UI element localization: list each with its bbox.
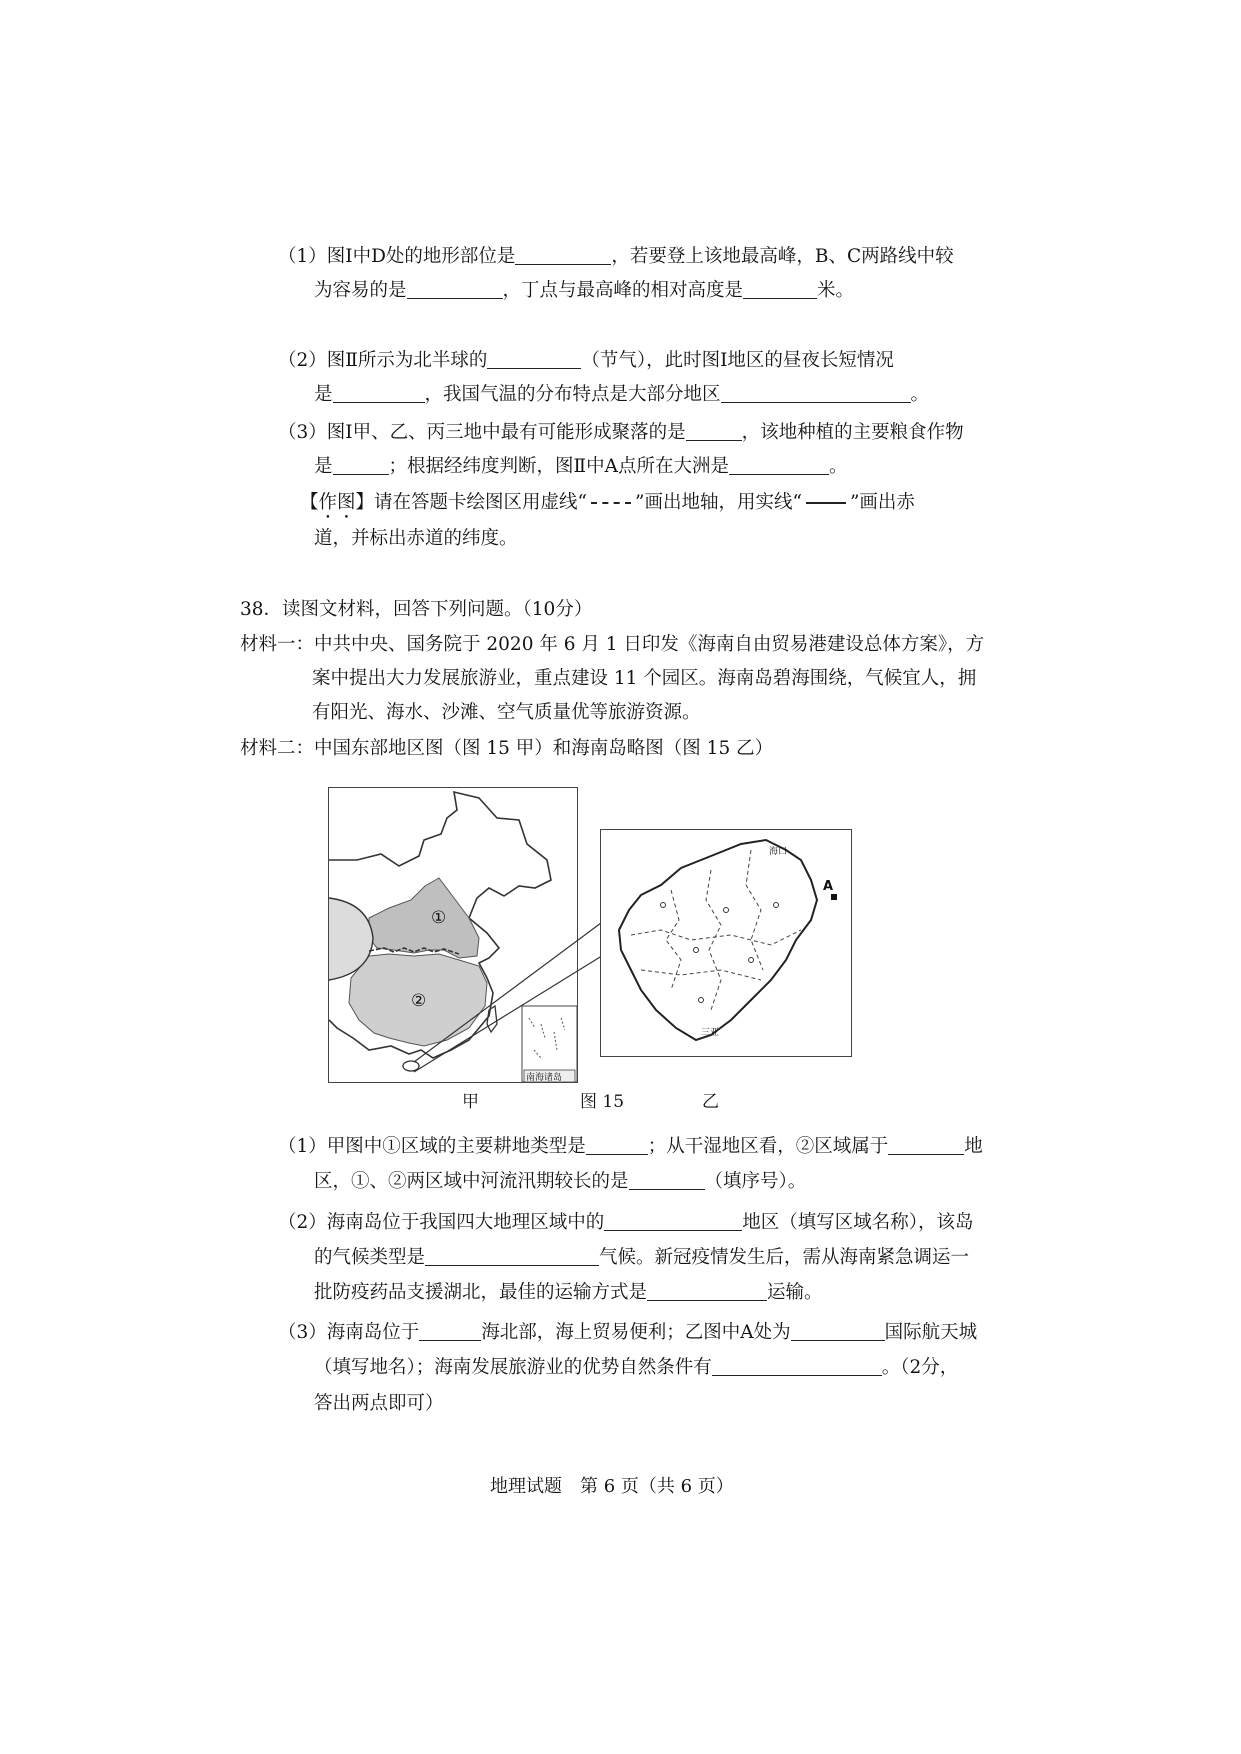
q38-material1-line3: 有阳光、海水、沙滩、空气质量优等旅游资源。: [312, 702, 701, 723]
hainan-coastline: [619, 840, 817, 1040]
answer-blank[interactable]: [333, 382, 425, 403]
page-footer: 地理试题 第 6 页（共 6 页）: [490, 1476, 734, 1497]
answer-blank[interactable]: [647, 1280, 767, 1301]
q38-material1-line1: 材料一：中共中央、国务院于 2020 年 6 月 1 日印发《海南自由贸易港建设总体方案》，方: [240, 634, 985, 655]
answer-blank[interactable]: [729, 454, 829, 475]
q38-p3-line3: 答出两点即可）: [314, 1393, 444, 1414]
answer-blank[interactable]: [407, 278, 503, 299]
solid-line-sample: [806, 502, 846, 504]
map-hainan: [600, 829, 852, 1057]
sanya-label: 三亚: [701, 1028, 720, 1038]
q37-p3-line2: 是 ；根据经纬度判断，图Ⅱ中A点所在大洲是 。: [314, 456, 848, 477]
answer-blank[interactable]: [721, 382, 911, 403]
answer-blank[interactable]: [743, 278, 817, 299]
q38-title: 38．读图文材料，回答下列问题。（10分）: [240, 599, 593, 620]
q38-p1-line2: 区，①、②两区域中河流汛期较长的是 （填序号）。: [314, 1171, 807, 1192]
figure-caption: 图 15: [580, 1092, 625, 1112]
q37-p1-line1: （1）图Ⅰ中D处的地形部位是 ，若要登上该地最高峰，B、C两路线中较: [278, 246, 954, 267]
answer-blank[interactable]: [686, 420, 742, 441]
q38-p3-line2: （填写地名）；海南发展旅游业的优势自然条件有 。（2分，: [314, 1357, 959, 1378]
q37-p2-line1: （2）图Ⅱ所示为北半球的 （节气），此时图Ⅰ地区的昼夜长短情况: [278, 350, 894, 371]
q38-p2-line3: 批防疫药品支援湖北，最佳的运输方式是 运输。: [314, 1282, 823, 1303]
dashed-line-sample: [591, 502, 631, 504]
q38-p3-line1: （3）海南岛位于 海北部，海上贸易便利；乙图中A处为 国际航天城: [278, 1322, 978, 1343]
draw-label: 作图: [318, 492, 356, 513]
answer-blank[interactable]: [425, 1245, 599, 1266]
point-a-label: A: [823, 879, 834, 894]
answer-blank[interactable]: [333, 454, 389, 475]
answer-blank[interactable]: [629, 1169, 705, 1190]
q38-material1-line2: 案中提出大力发展旅游业，重点建设 11 个园区。海南岛碧海围绕，气候宜人，拥: [312, 668, 977, 689]
map-connector: [400, 900, 610, 1080]
answer-blank[interactable]: [604, 1210, 742, 1231]
answer-blank[interactable]: [515, 244, 611, 265]
q37-draw-line2: 道，并标出赤道的纬度。: [314, 528, 518, 549]
caption-jia: 甲: [462, 1092, 479, 1112]
answer-blank[interactable]: [712, 1355, 882, 1376]
answer-blank[interactable]: [888, 1134, 964, 1155]
q37-p3-line1: （3）图Ⅰ甲、乙、丙三地中最有可能形成聚落的是 ，该地种植的主要粮食作物: [278, 422, 964, 443]
region-2-label: ②: [411, 991, 427, 1011]
region-1-label: ①: [431, 908, 447, 928]
county-boundaries: [631, 850, 801, 1010]
q38-p2-line2: 的气候类型是 气候。新冠疫情发生后，需从海南紧急调运一: [314, 1247, 970, 1268]
q37-draw-line1: 【作图】请在答题卡绘图区用虚线“ ”画出地轴，用实线“ ”画出赤: [300, 492, 915, 513]
answer-blank[interactable]: [586, 1134, 648, 1155]
q38-p1-line1: （1）甲图中①区域的主要耕地类型是 ；从干湿地区看，②区域属于 地: [278, 1136, 983, 1157]
point-a-marker: [831, 894, 837, 900]
answer-blank[interactable]: [791, 1320, 885, 1341]
q37-p2-line2: 是 ，我国气温的分布特点是大部分地区 。: [314, 384, 930, 405]
q38-p2-line1: （2）海南岛位于我国四大地理区域中的 地区（填写区域名称），该岛: [278, 1212, 974, 1233]
answer-blank[interactable]: [419, 1320, 481, 1341]
map-hainan-drawing: [601, 830, 851, 1056]
inset-label: 南海诸岛: [526, 1073, 563, 1082]
q37-p1-line2: 为容易的是 ，丁点与最高峰的相对高度是 米。: [314, 280, 855, 301]
caption-yi: 乙: [702, 1092, 719, 1112]
q38-material2: 材料二：中国东部地区图（图 15 甲）和海南岛略图（图 15 乙）: [240, 738, 774, 759]
haikou-label: 海口: [769, 847, 788, 857]
answer-blank[interactable]: [487, 348, 581, 369]
